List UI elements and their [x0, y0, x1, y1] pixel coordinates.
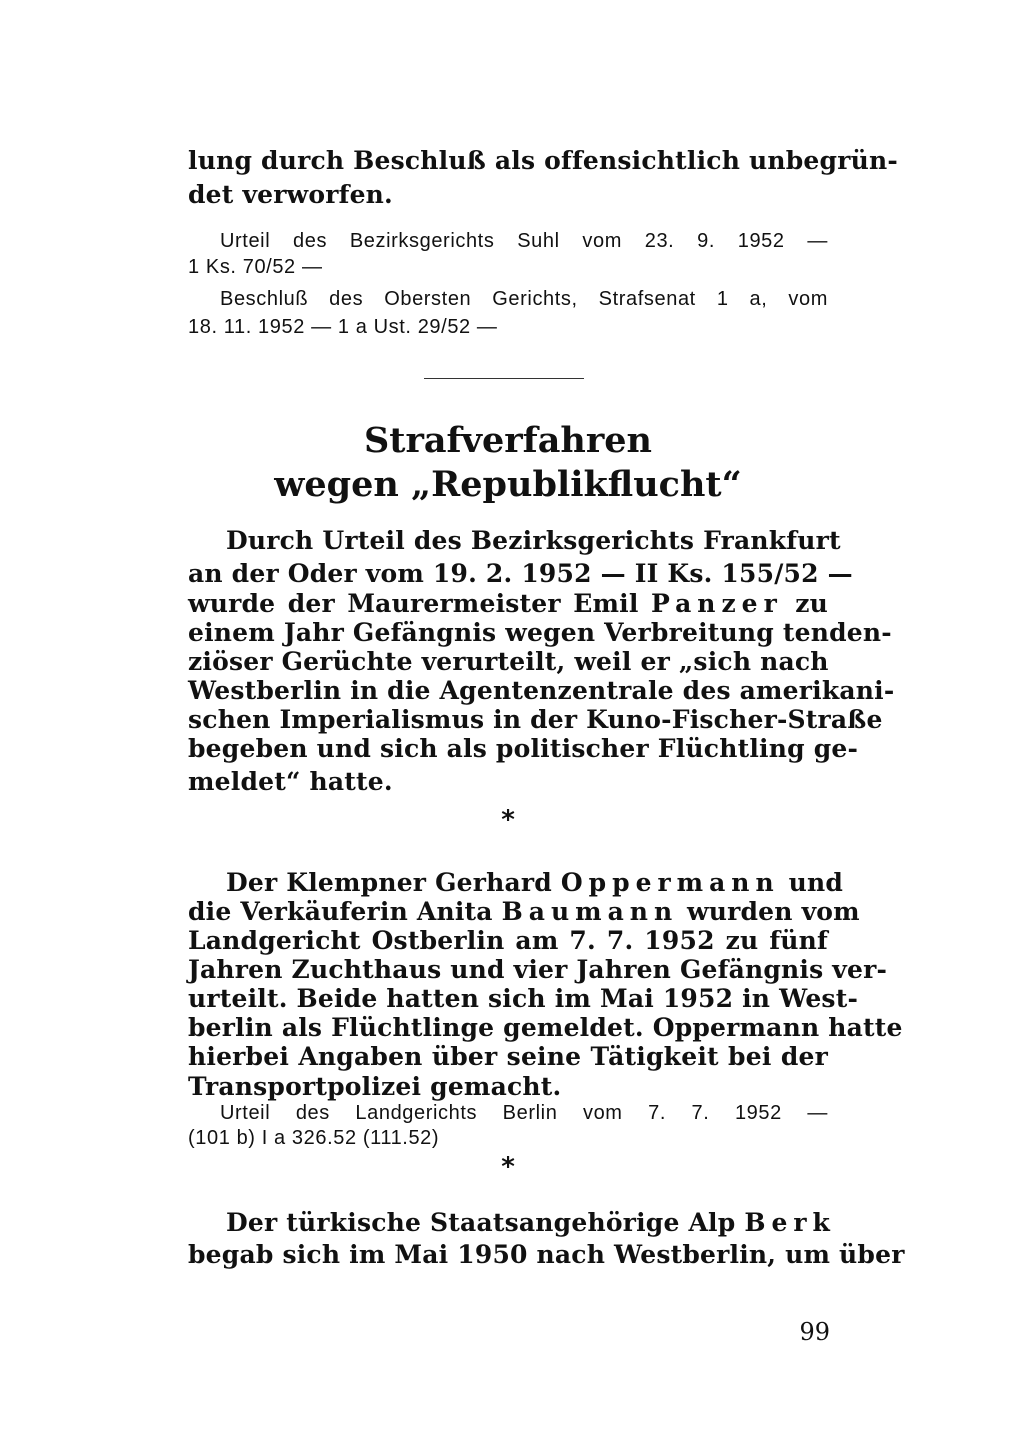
heading-line-1: Strafverfahren — [364, 420, 652, 461]
section2-line-1-after: und — [788, 868, 844, 897]
section1-line-7: schen Imperialismus in der Kuno-Fischer-Straße — [188, 705, 883, 734]
section1-line-6: Westberlin in die Agentenzentrale des amerikani- — [188, 676, 895, 705]
section2-line-4: Jahren Zuchthaus und vier Jahren Gefängnis ver- — [188, 955, 888, 984]
section1-line-5: ziöser Gerüchte verurteilt, weil er „sich nach — [188, 647, 829, 676]
fragment-line-1: lung durch Beschluß als offensichtlich unbegrün- — [188, 146, 898, 175]
section-divider — [424, 378, 584, 379]
person-name-baumann: Baumann — [501, 897, 679, 926]
section1-line-4: einem Jahr Gefängnis wegen Verbreitung tenden- — [188, 618, 892, 647]
citation-landgericht-line-1: Urteil des Landgerichts Berlin vom 7. 7. 1952 — — [220, 1102, 828, 1124]
section2-line-2-before: die Verkäuferin Anita — [188, 897, 493, 926]
section2-line-2-after: wurden vom — [687, 897, 860, 926]
section1-line-3-after: zu — [795, 589, 828, 618]
section2-line-3: Landgericht Ostberlin am 7. 7. 1952 zu fünf — [188, 926, 828, 955]
heading-line-2: wegen „Republikflucht“ — [274, 464, 742, 505]
section2-line-5: urteilt. Beide hatten sich im Mai 1952 in West- — [188, 984, 859, 1013]
section2-line-1-before: Der Klempner Gerhard — [226, 868, 552, 897]
fragment-line-2: det verworfen. — [188, 180, 393, 209]
section3-line-1 — [188, 1208, 836, 1237]
citation-landgericht-line-2: (101 b) I a 326.52 (111.52) — [188, 1127, 440, 1149]
person-name-berk: Berk — [744, 1208, 836, 1237]
section3-line-2: begab sich im Mai 1950 nach Westberlin, um über — [188, 1240, 905, 1269]
person-name-oppermann: Oppermann — [560, 868, 780, 897]
person-name-panzer: Panzer — [650, 589, 783, 618]
section3-line-1-before: Der türkische Staatsangehörige Alp — [226, 1208, 736, 1237]
section2-line-8: Transportpolizei gemacht. — [188, 1072, 562, 1101]
page-number: 99 — [799, 1318, 830, 1346]
citation-suhl-line-2: 1 Ks. 70/52 — — [188, 256, 323, 278]
section2-line-2 — [188, 897, 860, 926]
citation-oberstes-line-2: 18. 11. 1952 — 1 a Ust. 29/52 — — [188, 316, 498, 338]
section1-line-2: an der Oder vom 19. 2. 1952 — II Ks. 155/52 — — [188, 559, 853, 588]
section2-line-6: berlin als Flüchtlinge gemeldet. Oppermann hatte — [188, 1013, 903, 1042]
section1-line-1: Durch Urteil des Bezirksgerichts Frankfurt — [226, 526, 841, 555]
asterisk-separator-2: * — [501, 1152, 515, 1182]
citation-oberstes-line-1: Beschluß des Obersten Gerichts, Strafsenat 1 a, vom — [220, 288, 828, 310]
section2-line-1 — [188, 868, 844, 897]
citation-suhl-line-1: Urteil des Bezirksgerichts Suhl vom 23. 9. 1952 — — [220, 230, 828, 252]
asterisk-separator-1: * — [501, 805, 515, 835]
section1-line-3 — [188, 589, 828, 618]
section1-line-9: meldet“ hatte. — [188, 767, 393, 796]
section1-line-3-before: wurde der Maurermeister Emil — [188, 589, 639, 618]
section1-line-8: begeben und sich als politischer Flüchtling ge- — [188, 734, 859, 763]
section2-line-7: hierbei Angaben über seine Tätigkeit bei der — [188, 1042, 828, 1071]
